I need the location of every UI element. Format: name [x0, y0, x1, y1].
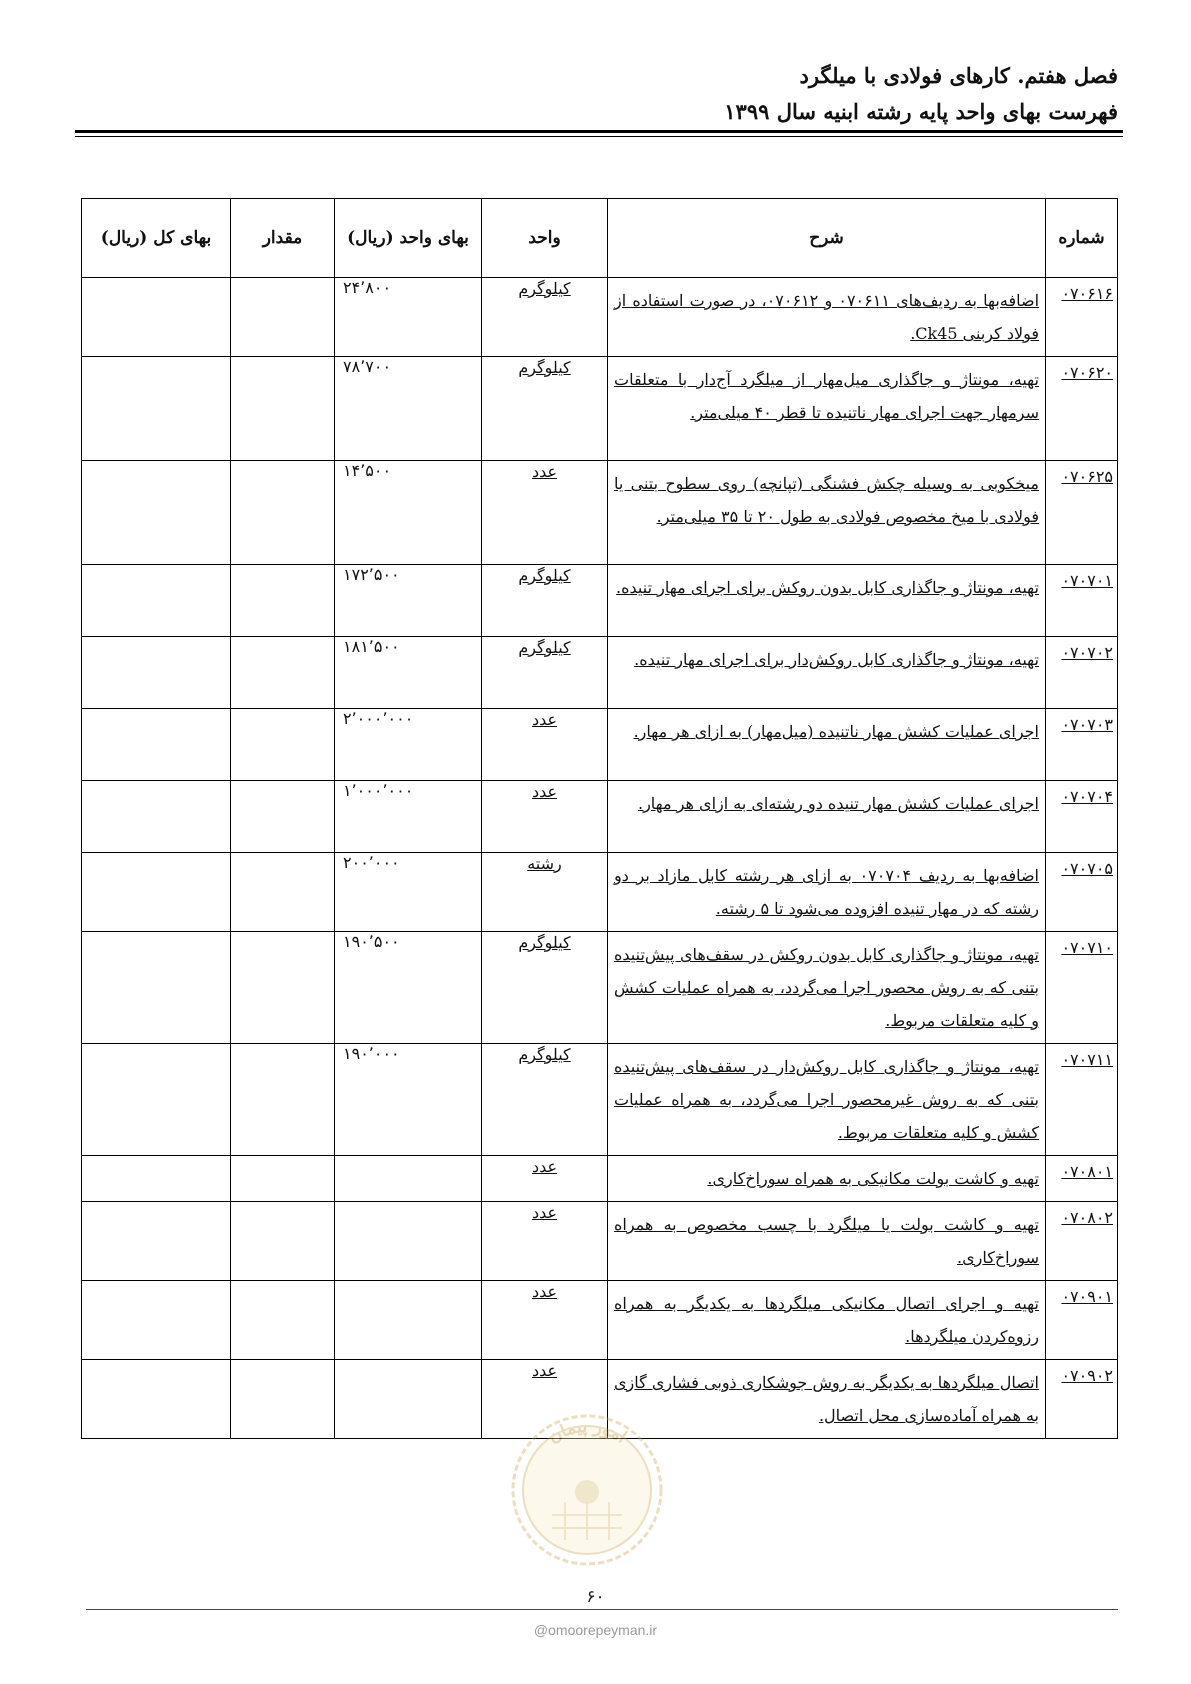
- table-row: [82, 461, 1118, 565]
- item-number: ۰۷۰۷۰۱: [1046, 565, 1118, 637]
- chapter-title: فصل هفتم. کارهای فولادی با میلگرد: [799, 63, 1118, 88]
- item-total: [82, 357, 231, 461]
- item-number: ۰۷۰۶۲۵: [1046, 461, 1118, 565]
- item-unit-price: [335, 1281, 482, 1360]
- item-description: اجرای عملیات کشش مهار تنیده دو رشته‌ای به ازای هر مهار.: [608, 781, 1046, 853]
- page-number: ۶۰: [586, 1587, 605, 1607]
- price-list-table: [81, 198, 1118, 1439]
- item-unit: رشته: [482, 853, 608, 932]
- item-quantity: [231, 637, 335, 709]
- item-quantity: [231, 565, 335, 637]
- table-row: [82, 709, 1118, 781]
- item-number: ۰۷۰۷۰۴: [1046, 781, 1118, 853]
- item-unit: عدد: [482, 1156, 608, 1202]
- item-quantity: [231, 1044, 335, 1156]
- page-header: [68, 58, 1118, 130]
- item-quantity: [231, 357, 335, 461]
- item-total: [82, 461, 231, 565]
- footer-rule: [86, 1609, 1118, 1610]
- item-unit-price: ۱۸۱٬۵۰۰: [335, 637, 482, 709]
- item-description: تهیه، مونتاژ و جاگذاری کابل روکش‌دار در سقف‌های پیش‌تنیده بتنی که به روش غیرمحصور اجرا می‌گردد، به همراه عملیات کشش و کلیه متعلقات مربوط.: [608, 1044, 1046, 1156]
- item-number: ۰۷۰۹۰۲: [1046, 1360, 1118, 1439]
- table-row: [82, 932, 1118, 1044]
- watermark-text: امور پیمان: [544, 1416, 631, 1448]
- item-total: [82, 1156, 231, 1202]
- item-total: [82, 278, 231, 357]
- item-total: [82, 1360, 231, 1439]
- item-unit-price: ۲٬۰۰۰٬۰۰۰: [335, 709, 482, 781]
- item-quantity: [231, 709, 335, 781]
- item-number: ۰۷۰۷۰۳: [1046, 709, 1118, 781]
- item-quantity: [231, 853, 335, 932]
- header-unit-price: بهای واحد (ریال): [335, 199, 482, 278]
- item-description: اجرای عملیات کشش مهار ناتنیده (میل‌مهار) به ازای هر مهار.: [608, 709, 1046, 781]
- item-description: تهیه، مونتاژ و جاگذاری میل‌مهار از میلگرد آج‌دار با متعلقات سرمهار جهت اجرای مهار ناتنیده تا قطر ۴۰ میلی‌متر.: [608, 357, 1046, 461]
- item-total: [82, 565, 231, 637]
- item-description: تهیه، مونتاژ و جاگذاری کابل بدون روکش برای اجرای مهار تنیده.: [608, 565, 1046, 637]
- header-rule-thin: [75, 136, 1123, 137]
- item-unit: کیلوگرم: [482, 637, 608, 709]
- table-row: [82, 1202, 1118, 1281]
- item-quantity: [231, 278, 335, 357]
- item-description: میخکوبی به وسیله چکش فشنگی (تپانچه) روی سطوح بتنی یا فولادی با میخ مخصوص فولادی به طول ۲۰ تا ۳۵ میلی‌متر.: [608, 461, 1046, 565]
- item-description: تهیه و کاشت بولت مکانیکی به همراه سوراخ‌کاری.: [608, 1156, 1046, 1202]
- item-number: ۰۷۰۷۱۱: [1046, 1044, 1118, 1156]
- item-total: [82, 932, 231, 1044]
- item-unit-price: [335, 1202, 482, 1281]
- item-quantity: [231, 1360, 335, 1439]
- watermark-seal: [507, 1410, 667, 1570]
- item-unit: کیلوگرم: [482, 1044, 608, 1156]
- item-unit-price: ۱۹۰٬۵۰۰: [335, 932, 482, 1044]
- item-number: ۰۷۰۸۰۱: [1046, 1156, 1118, 1202]
- item-number: ۰۷۰۷۰۵: [1046, 853, 1118, 932]
- item-description: تهیه و کاشت بولت یا میلگرد با چسب مخصوص به همراه سوراخ‌کاری.: [608, 1202, 1046, 1281]
- table-row: [82, 357, 1118, 461]
- table-row: [82, 278, 1118, 357]
- item-quantity: [231, 1156, 335, 1202]
- item-unit-price: ۲۰۰٬۰۰۰: [335, 853, 482, 932]
- item-quantity: [231, 461, 335, 565]
- header-number: شماره: [1046, 199, 1118, 278]
- footer-site: @omoorepeyman.ir: [533, 1622, 658, 1638]
- item-unit-price: [335, 1360, 482, 1439]
- table-row: [82, 565, 1118, 637]
- item-description: تهیه و اجرای اتصال مکانیکی میلگردها به یکدیگر به همراه رزوه‌کردن میلگردها.: [608, 1281, 1046, 1360]
- item-description: اضافه‌بها به ردیف‌های ۰۷۰۶۱۱ و ۰۷۰۶۱۲، در صورت استفاده از فولاد کربنی Ck45.: [608, 278, 1046, 357]
- item-quantity: [231, 781, 335, 853]
- item-quantity: [231, 1202, 335, 1281]
- table-row: [82, 1156, 1118, 1202]
- header-total-price: بهای کل (ریال): [82, 199, 231, 278]
- item-quantity: [231, 1281, 335, 1360]
- item-unit-price: ۱۹۰٬۰۰۰: [335, 1044, 482, 1156]
- item-unit: کیلوگرم: [482, 357, 608, 461]
- table-row: [82, 1281, 1118, 1360]
- item-unit-price: ۱٬۰۰۰٬۰۰۰: [335, 781, 482, 853]
- item-total: [82, 709, 231, 781]
- item-number: ۰۷۰۷۱۰: [1046, 932, 1118, 1044]
- document-title: فهرست بهای واحد پایه رشته ابنیه سال ۱۳۹۹: [724, 99, 1118, 124]
- item-unit-price: ۱۴٬۵۰۰: [335, 461, 482, 565]
- item-total: [82, 1202, 231, 1281]
- item-total: [82, 781, 231, 853]
- item-number: ۰۷۰۶۱۶: [1046, 278, 1118, 357]
- item-unit-price: ۲۴٬۸۰۰: [335, 278, 482, 357]
- item-unit-price: ۱۷۲٬۵۰۰: [335, 565, 482, 637]
- table-row: [82, 781, 1118, 853]
- item-unit: عدد: [482, 1281, 608, 1360]
- item-unit-price: ۷۸٬۷۰۰: [335, 357, 482, 461]
- item-description: اتصال میلگردها به یکدیگر به روش جوشکاری ذوبی فشاری گازی به همراه آماده‌سازی محل اتصال.: [608, 1360, 1046, 1439]
- item-number: ۰۷۰۷۰۲: [1046, 637, 1118, 709]
- item-number: ۰۷۰۶۲۰: [1046, 357, 1118, 461]
- item-unit: کیلوگرم: [482, 932, 608, 1044]
- item-description: تهیه، مونتاژ و جاگذاری کابل روکش‌دار برای اجرای مهار تنیده.: [608, 637, 1046, 709]
- item-unit: عدد: [482, 461, 608, 565]
- header-quantity: مقدار: [231, 199, 335, 278]
- item-unit: کیلوگرم: [482, 565, 608, 637]
- table-row: [82, 853, 1118, 932]
- item-description: تهیه، مونتاژ و جاگذاری کابل بدون روکش در سقف‌های پیش‌تنیده بتنی که به روش محصور اجرا می‌گردد، به همراه عملیات کشش و کلیه متعلقات مربوط.: [608, 932, 1046, 1044]
- item-description: اضافه‌بها به ردیف ۰۷۰۷۰۴ به ازای هر رشته کابل مازاد بر دو رشته که در مهار تنیده افزوده می‌شود تا ۵ رشته.: [608, 853, 1046, 932]
- table-header-row: [82, 199, 1118, 278]
- table-row: [82, 637, 1118, 709]
- header-unit: واحد: [482, 199, 608, 278]
- item-total: [82, 1281, 231, 1360]
- item-number: ۰۷۰۸۰۲: [1046, 1202, 1118, 1281]
- item-quantity: [231, 932, 335, 1044]
- header-rule-thick: [75, 130, 1123, 133]
- item-total: [82, 853, 231, 932]
- table-row: [82, 1044, 1118, 1156]
- item-number: ۰۷۰۹۰۱: [1046, 1281, 1118, 1360]
- item-unit: عدد: [482, 1202, 608, 1281]
- item-unit: عدد: [482, 1360, 608, 1439]
- header-description: شرح: [608, 199, 1046, 278]
- item-total: [82, 637, 231, 709]
- item-unit: عدد: [482, 709, 608, 781]
- item-total: [82, 1044, 231, 1156]
- item-unit: عدد: [482, 781, 608, 853]
- item-unit: کیلوگرم: [482, 278, 608, 357]
- item-unit-price: [335, 1156, 482, 1202]
